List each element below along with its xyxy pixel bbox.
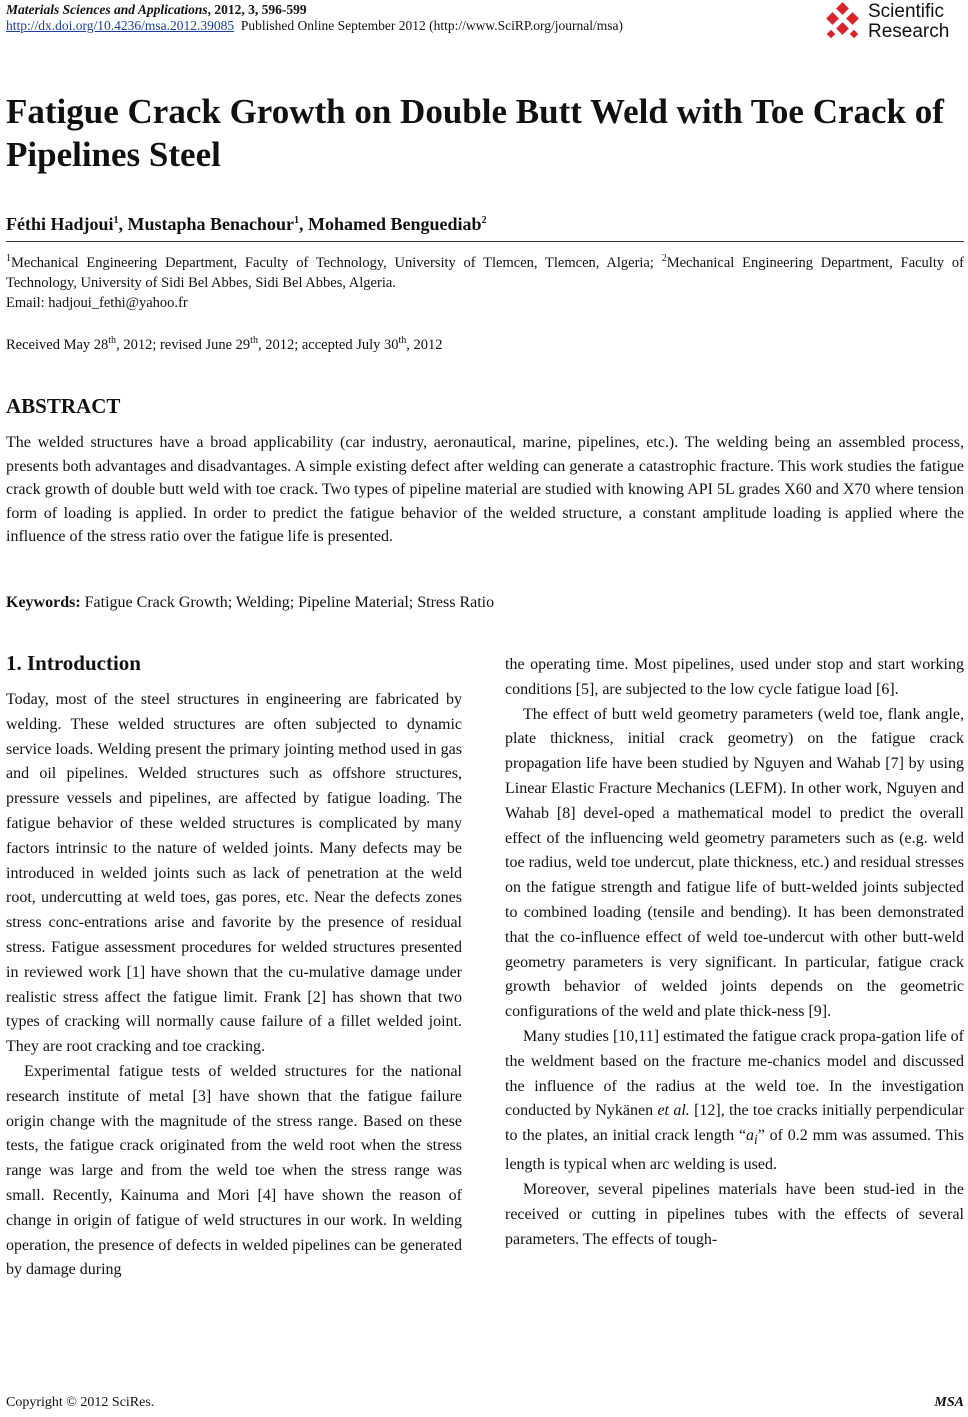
divider (6, 241, 964, 242)
affiliation-2: Mechanical Engineering Department, Faculty of Technology, University of Sidi Bel Abbes, Sidi Bel Abbes, Algeria. (6, 255, 964, 291)
paragraph: the operating time. Most pipelines, used under stop and start working conditions [5], are subjected to the low cycle fatigue load [6]. (505, 656, 964, 698)
author-name: Mustapha Benachour (127, 214, 295, 234)
section-heading: 1. Introduction (6, 651, 141, 675)
paragraph: The effect of butt weld geometry parameters (weld toe, flank angle, plate thickness, initial crack geometry) on the fatigue crack propagation life have been studied by Nguyen and Wahab [7] by using Linear Elastic Fracture Mechanics (LEFM). In other work, Nguyen and Wahab [8] devel-oped a mathematical model to predict the overall effect of the influencing weld geometry parameters such as (e.g. weld toe radius, weld toe undercut, plate thickness, etc.) and residual stresses on the fatigue strength and fatigue life of butt-welded joints subjected to combined loading (tensile and bending). It has been demonstrated that the co-influence effect of weld toe-undercut with other butt-weld geometry parameters is very significant. In particular, fatigue crack growth behavior of welded joints depends on the geometric configurations of the weld and plate thick-ness [9]. (505, 705, 964, 1021)
keywords-list: Fatigue Crack Growth; Welding; Pipeline Material; Stress Ratio (80, 594, 495, 611)
logo-line-1: Scientific (868, 1, 945, 22)
affiliation-mark: 2 (661, 253, 667, 265)
journal-abbreviation: MSA (934, 1395, 964, 1410)
author-name: Mohamed Benguediab (308, 214, 482, 234)
paragraph: Today, most of the steel structures in engineering are fabricated by welding. These welded structures are often subjected to dynamic service loads. Welding present the primary jointing method used in gas and oil pipelines. Welded structures such as offshore structures, pressure vessels and pipelines, are affected by fatigue loading. The fatigue behavior of these welded structures is complicated by many factors intrinsic to the nature of welded joints. Many defects may be introduced in welded joints such as lack of penetration at the weld root, undercutting at weld toes, gas pores, etc. Near the defects zones stress conc-entrations arise and favorite by the presence of residual stress. Fatigue assessment procedures for welded structures presented in reviewed work [1] have shown that the cu-mulative damage under realistic stress affect the fatigue limit. Frank [2] has shown that two types of cracking will normally cause failure of a fillet welded joint. They are root cracking and toe cracking. (6, 691, 462, 1056)
keywords-label: Keywords: (6, 594, 81, 611)
paragraph: Experimental fatigue tests of welded structures for the national research institute of metal [3] have shown that the fatigue failure origin change with the magnitude of the stress range. Based on these tests, the fatigue crack originated from the weld root when the stress range was large and from the weld toe when the stress range was small. Recently, Kainuma and Mori [4] have shown the reason of change in origin of fatigue of weld structures in our work. In welding operation, the presence of defects in welded pipelines can be generated by damage during (6, 1062, 462, 1279)
publisher-logo (824, 2, 964, 46)
contact-email: Email: hadjoui_fethi@yahoo.fr (6, 295, 188, 311)
revised-text: , 2012; revised June 29 (116, 337, 251, 353)
received-text: Received May 28 (6, 337, 109, 353)
author-name: Féthi Hadjoui (6, 214, 114, 234)
author-list (6, 214, 487, 235)
page-footer (6, 1395, 964, 1411)
author-separator: , (118, 214, 128, 234)
paper-title: Fatigue Crack Growth on Double Butt Weld with Toe Crack of Pipelines Steel (6, 92, 944, 174)
paragraph-text: Many studies [10,11] estimated the fatigue crack propa-gation life of the weldment based on the fracture me-chanics model and discussed the influence of the radius at the weld toe. In the investigation conducted by Nykänen (505, 1027, 964, 1120)
year-text: , 2012 (406, 337, 443, 353)
math-subscript: i (754, 1132, 758, 1148)
copyright: Copyright © 2012 SciRes. (6, 1395, 155, 1410)
author-affiliation-mark: 1 (113, 215, 119, 226)
ordinal-suffix: th (108, 335, 117, 347)
logo-line-2: Research (868, 21, 950, 42)
scirp-logo-icon (824, 2, 864, 42)
logo-text (868, 2, 949, 42)
author-separator: , (299, 214, 309, 234)
left-column (6, 688, 462, 1283)
published-info: Published Online September 2012 (http://www.SciRP.org/journal/msa) (240, 18, 623, 33)
received-dates (6, 337, 443, 354)
ordinal-suffix: th (250, 335, 258, 347)
keywords (6, 594, 494, 612)
author-affiliation-mark: 2 (481, 215, 487, 226)
journal-volume: , 2012, 3, 596-599 (207, 2, 307, 17)
paragraph-text: [12], the toe cracks initially perpendicular to the plates, an initial crack length “ (505, 1102, 964, 1145)
journal-name: Materials Sciences and Applications (6, 2, 208, 17)
journal-citation (6, 2, 623, 18)
author-affiliation-mark: 1 (294, 215, 300, 226)
affiliations (6, 253, 964, 313)
paragraph-text: ” of 0.2 mm was assumed. This length is typical when arc welding is used. (505, 1127, 964, 1174)
paragraph (505, 1025, 964, 1178)
abstract-heading: ABSTRACT (6, 394, 121, 418)
affiliation-1: Mechanical Engineering Department, Faculty of Technology, University of Tlemcen, Tlemcen, Algeria; (11, 255, 662, 271)
running-header (6, 2, 623, 34)
right-column (505, 653, 964, 1252)
affiliation-mark: 1 (6, 253, 11, 265)
paragraph: Moreover, several pipelines materials have been stud-ied in the received or cutting in pipelines tubes with the effects of several parameters. The effects of tough- (505, 1180, 964, 1248)
doi-line (6, 18, 623, 34)
italic-text: et al. (657, 1102, 690, 1120)
math-symbol: a (746, 1127, 755, 1145)
doi-link[interactable]: http://dx.doi.org/10.4236/msa.2012.39085 (6, 18, 235, 33)
ordinal-suffix: th (398, 335, 407, 347)
accepted-text: , 2012; accepted July 30 (257, 337, 399, 353)
abstract-body: The welded structures have a broad applicability (car industry, aeronautical, marine, pipelines, etc.). The welding being an assembled process, presents both advantages and disadvantages. A simple existing defect after welding can generate a catastrophic fracture. This work studies the fatigue crack growth of double butt weld with toe crack. Two types of pipeline material are studied with knowing API 5L grades X60 and X70 where tension form of loading is applied. In order to predict the fatigue behavior of the welded structure, a constant amplitude loading is applied where the influence of the stress ratio over the fatigue life is presented. (6, 434, 964, 545)
